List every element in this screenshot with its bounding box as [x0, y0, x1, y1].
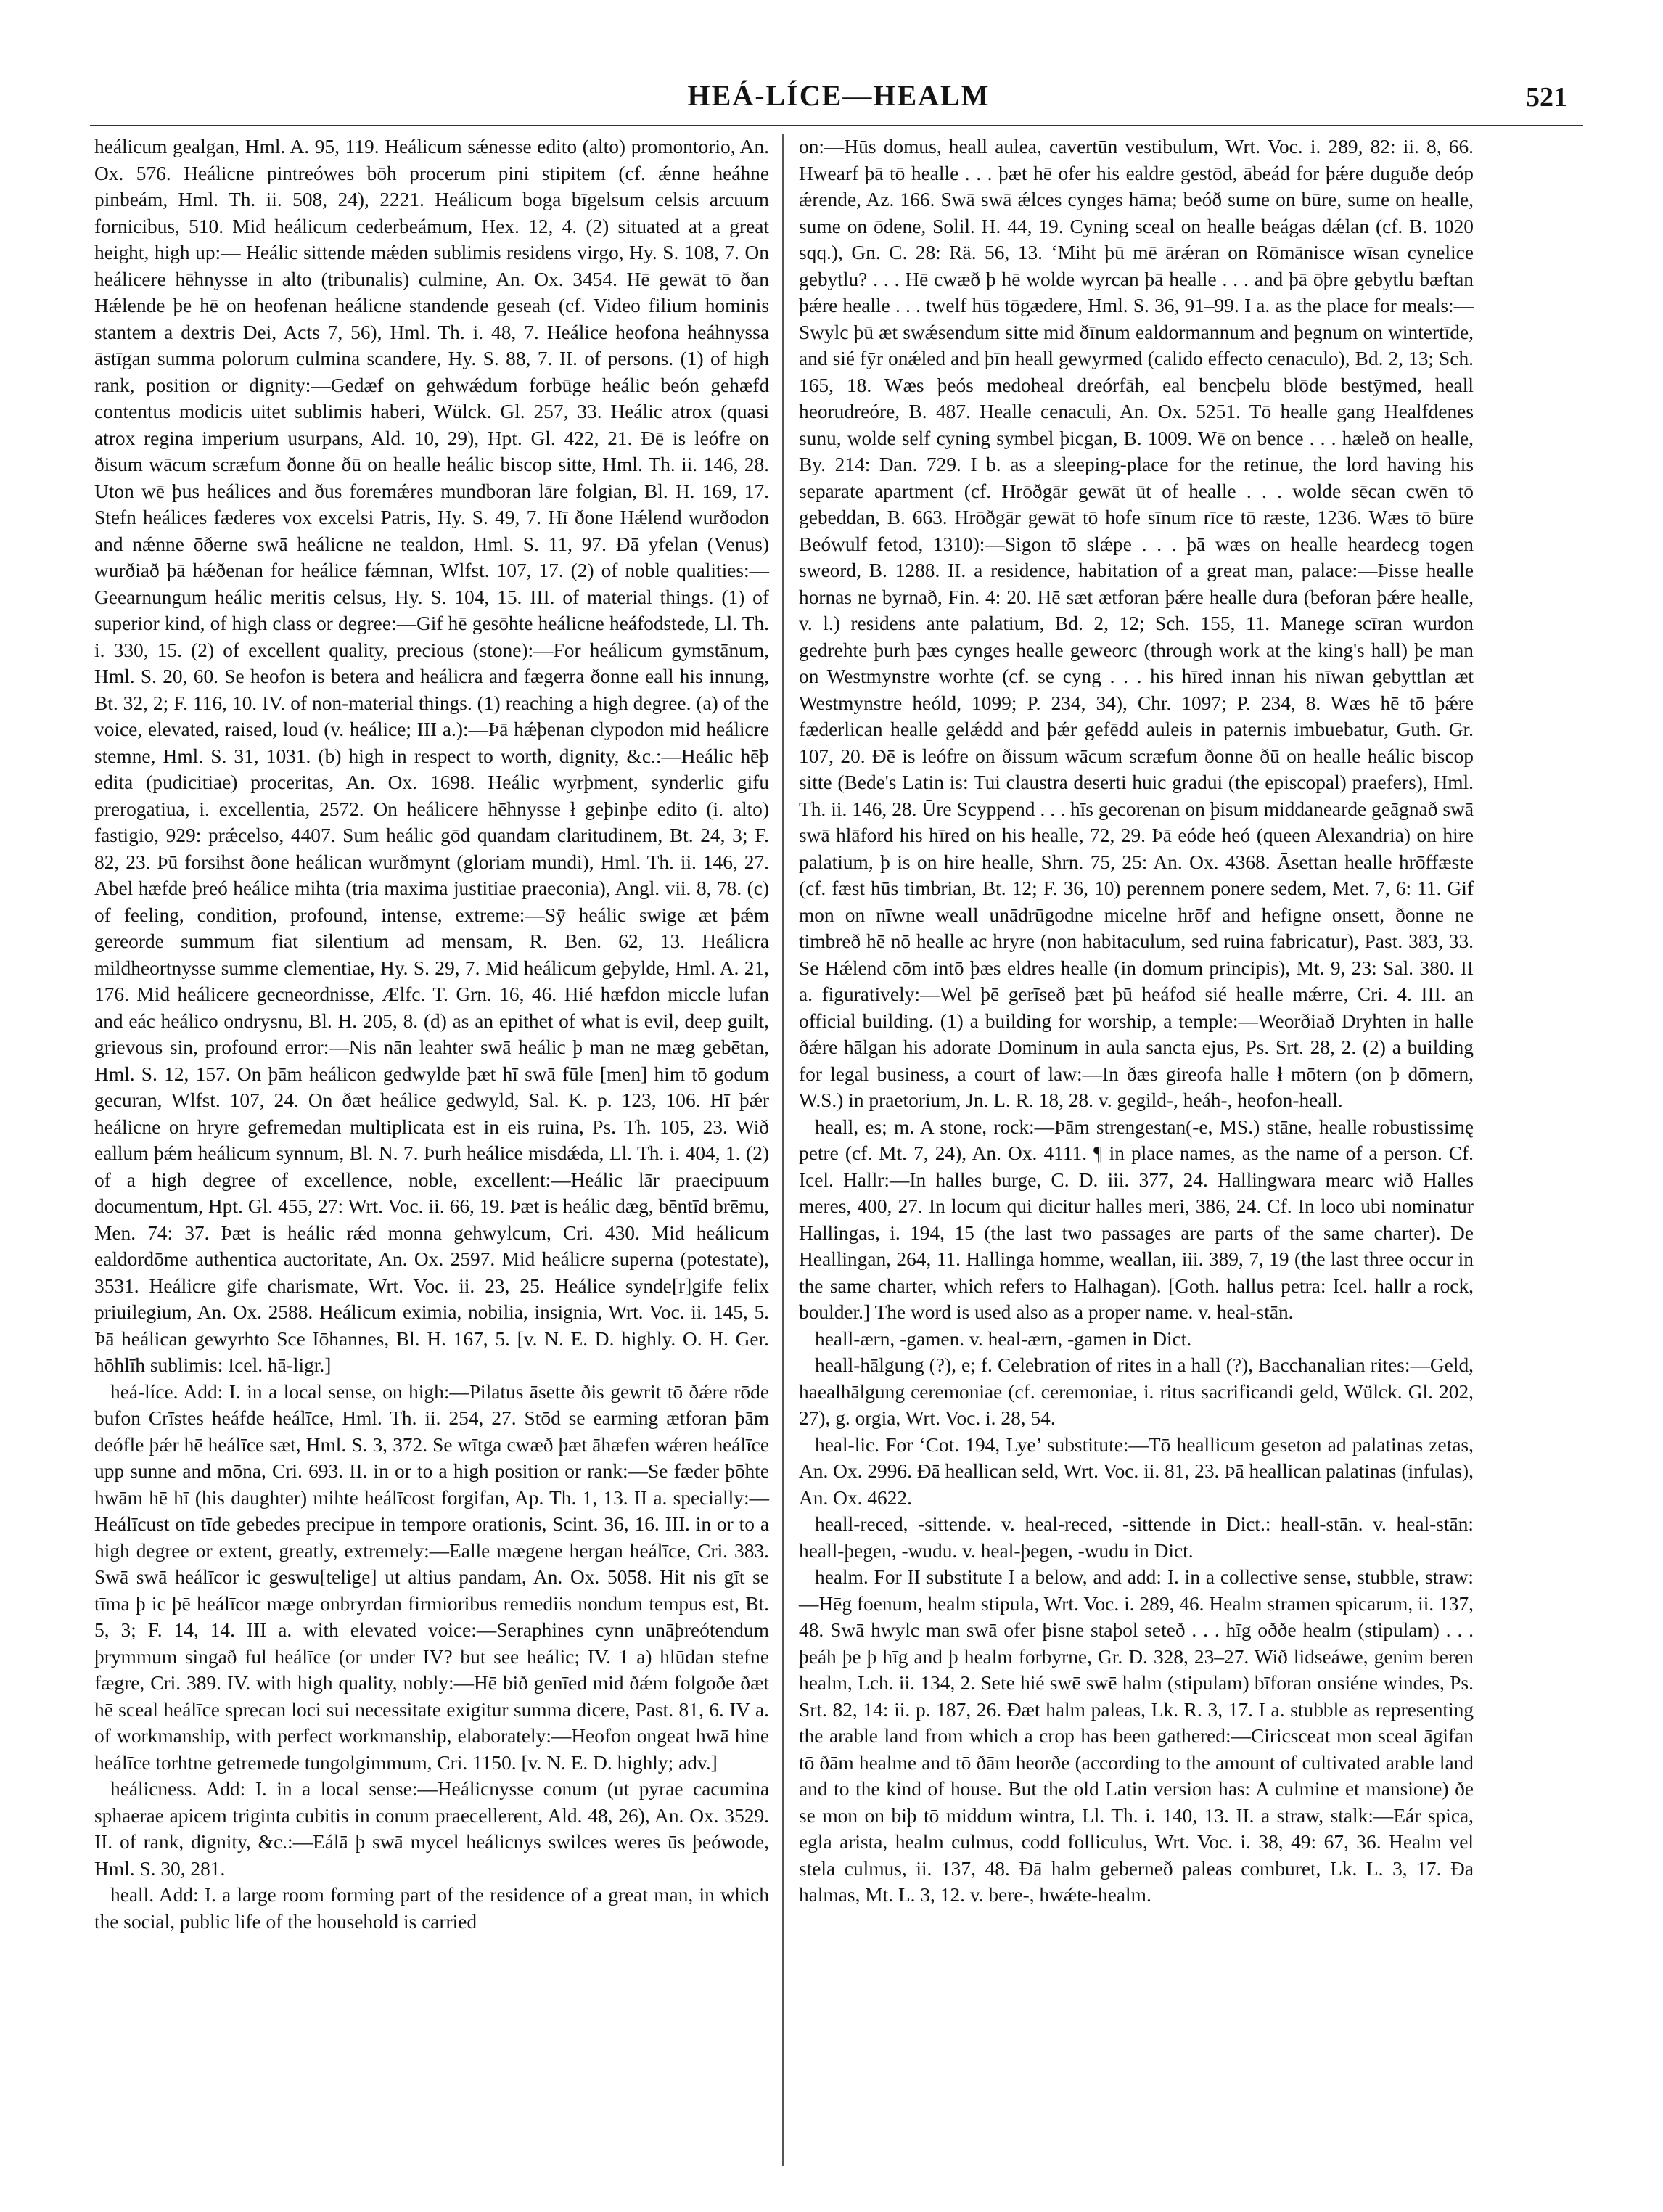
entry-heal-lic: heal-lic. For ‘Cot. 194, Lye’ substitute:—Tō heallicum geseton ad palatinas zetas, An. Ox. 2996. Ðā heallican seld, Wrt. Voc. ii. 81, 23. Þā heallican palatinas (infulas), An. Ox. 4622. [799, 1433, 1474, 1509]
right-column [799, 134, 1474, 2166]
header-rule [90, 125, 1583, 126]
column-divider [782, 134, 784, 2166]
entry-heall-halgung: heall-hālgung (?), e; f. Celebration of rites in a hall (?), Bacchanalian rites:—Geld, haealhālgung ceremoniae (cf. ceremoniae, i. ritus sacrificandi geld, Wülck. Gl. 202, 27), g. orgia, Wrt. Voc. i. 28, 54. [799, 1354, 1474, 1429]
entry-heall-continued: on:—Hūs domus, heall aulea, cavertūn vestibulum, Wrt. Voc. i. 289, 82: ii. 8, 66. Hwearf þā tō healle . . . þæt hē ofer his ealdre gestōd, ābeád for þǽre duguðe deóp ǽrende, Az. 166. Swā swā ǽlces cynges hāma; beóð sume on būre, sume on healle, sume on ōdene, Solil. H. 44, 19. Cyning sceal on healle beágas dǽlan (cf. B. 1020 sqq.), Gn. C. 28: Rä. 56, 13. ‘Miht þū mē ārǽran on Rōmānisce wīsan cynelice gebytlu? . . . Hē cwæð þ hē wolde wyrcan þā healle . . . and þā ōþre gebytlu bæftan þǽre healle . . . twelf hūs tōgædere, Hml. S. 36, 91–99. I a. as the place for meals:—Swylc þū æt swǽsendum sitte mid ðīnum ealdormannum and þegnum on wintertīde, and sié fȳr onǽled and þīn heall gewyrmed (calido effecto cenaculo), Bd. 2, 13; Sch. 165, 18. Wæs þeós medoheal dreórfāh, eal bencþelu blōde bestȳmed, heall heorudreóre, B. 487. Healle cenaculi, An. Ox. 5251. Tō healle gang Healfdenes sunu, wolde self cyning symbel þicgan, B. 1009. Wē on bence . . . hæleð on healle, By. 214: Dan. 729. I b. as a sleeping-place for the retinue, the lord having his separate apartment (cf. Hrōðgār gewāt ūt of healle . . . wolde sēcan cwēn tō gebeddan, B. 663. Hrōðgār gewāt tō hofe sīnum rīce tō ræste, 1236. Wæs tō būre Beówulf fetod, 1310):—Sigon tō slǽpe . . . þā wæs on healle heardecg togen sweord, B. 1288. II. a residence, habitation of a great man, palace:—Þisse healle hornas ne byrnað, Fin. 4: 20. Hē sæt ætforan þǽre healle dura (beforan þǽre healle, v. l.) residens ante palatium, Bd. 2, 12; Sch. 155, 11. Manege scīran wurdon gedrehte þurh þæs cynges healle geweorc (through work at the king's hall) þe man on Westmynstre worhte (cf. se cyng . . . his hīred innan his nīwan gebyttlan æt Westmynstre heóld, 1099; P. 234, 34), Chr. 1097; P. 234, 8. Wæs hē tō þǽre fæderlican healle gelǽdd and þǽr gefēdd auleis in paternis imbuebatur, Guth. Gr. 107, 20. Ðē is leófre on ðissum wācum scræfum ðonne ðū on healle heálic biscop sitte (Bede's Latin is: Tui claustra deserti huic gradui (the episcopal) praefers), Hml. Th. ii. 146, 28. Ūre Scyppend . . . hīs gecorenan on þisum middanearde geāgnað swā swā hlāford his hīred on his healle, 72, 29. Þā eóde heó (queen Alexandria) on hire palatium, þ is on hire healle, Shrn. 75, 25: An. Ox. 4368. Āsettan healle hrōffæste (cf. fæst hūs timbrian, Bt. 12; F. 36, 10) perennem ponere sedem, Met. 7, 6: 11. Gif mon on nīwne weall unādrūgodne micelne hrōf and hefigne onsett, ðonne ne timbreð hē nō healle ac hryre (non habitaculum, sed ruina fabricatur), Past. 383, 33. Se Hǽlend cōm intō þæs eldres healle (in domum principis), Mt. 9, 23: Sal. 380. II a. figuratively:—Wel þē gerīseð þæt þū heáfod sié healle mǽrre, Cri. 4. III. an official building. (1) a building for worship, a temple:—Weorðiað Dryhten in halle ðǽre hālgan his adorate Dominum in aula sancta ejus, Ps. Srt. 28, 2. (2) a building for legal business, a court of law:—In ðæs gireofa halle ł mōtern (on þ dōmern, W.S.) in praetorium, Jn. L. R. 18, 28. v. gegild-, heáh-, heofon-heall. [799, 136, 1474, 1111]
entry-heall-reced: heall-reced, -sittende. v. heal-reced, -sittende in Dict.: heall-stān. v. heal-stān: heall-þegen, -wudu. v. heal-þegen, -wudu in Dict. [799, 1513, 1474, 1562]
entry-healicness: heálicness. Add: I. in a local sense:—Heálicnysse conum (ut pyrae cacumina sphaerae apicem triginta cubitis in conum praecellerent, Ald. 48, 26), An. Ox. 3529. II. of rank, dignity, &c.:—Eálā þ swā mycel heálicnys swilces weres ūs þeówode, Hml. S. 30, 281. [94, 1778, 769, 1880]
entry-heall: heall. Add: I. a large room forming part of the residence of a great man, in which the social, public life of the household is carried [94, 1884, 769, 1933]
entry-healic-continued: heálicum gealgan, Hml. A. 95, 119. Heálicum sǽnesse edito (alto) promontorio, An. Ox. 576. Heálicne pintreówes bōh procerum pini stipitem (cf. ǽnne heáhne pinbeám, Hml. Th. ii. 508, 24), 2221. Heálicum boga bīgelsum celsis arcuum fornicibus, 510. Mid heálicum cederbeámum, Hex. 12, 4. (2) situated at a great height, high up:— Heálic sittende mǽden sublimis residens virgo, Hy. S. 108, 7. On heálicere hēhnysse in alto (tribunalis) culmine, An. Ox. 3454. Hē gewāt tō ðan Hǽlende þe hē on heofenan heálicne standende geseah (cf. Video filium hominis stantem a dextris Dei, Acts 7, 56), Hml. Th. i. 48, 7. Heálice heofona heáhnyssa āstīgan summa polorum culmina scandere, Hy. S. 88, 7. II. of persons. (1) of high rank, position or dignity:—Gedæf on gehwǽdum forbūge heálic beón gehæfd contentus modicis uitet sublimis haberi, Wülck. Gl. 257, 33. Heálic atrox (quasi atrox regina imperium usurpans, Ald. 10, 29), Hpt. Gl. 422, 21. Ðē is leófre on ðisum wācum scræfum ðonne ðū on healle heálic biscop sitte, Hml. Th. ii. 146, 28. Uton wē þus heálices and ðus foremǽres mundboran lāre folgian, Bl. H. 169, 17. Stefn heálices fæderes vox excelsi Patris, Hy. S. 49, 7. Hī ðone Hǽlend wurðodon and nǽnne ōðerne swā heálicne ne tealdon, Hml. S. 11, 97. Ðā yfelan (Venus) wurðiað þā hǽðenan for heálice fǽmnan, Wlfst. 107, 17. (2) of noble qualities:—Geearnungum heálic meritis celsus, Hy. S. 104, 15. III. of material things. (1) of superior kind, of high class or degree:—Gif hē gesōhte heálicne heáfodstede, Ll. Th. i. 330, 15. (2) of excellent quality, precious (stone):—For heálicum gymstānum, Hml. S. 20, 60. Se heofon is betera and heálicra and fægerra ðonne eall his innung, Bt. 32, 2; F. 116, 10. IV. of non-material things. (1) reaching a high degree. (a) of the voice, elevated, raised, loud (v. heálice; III a.):—Þā hǽþenan clypodon mid heálicre stemne, Hml. S. 31, 1031. (b) high in respect to worth, dignity, &c.:—Heálic hēþ edita (pudicitiae) proceritas, An. Ox. 1698. Heálic wyrþment, synderlic gifu prerogatiua, i. excellentia, 2572. On heálicere hēhnysse ł geþinþe edito (i. alto) fastigio, 929: prǽcelso, 4407. Sum heálic gōd quandam claritudinem, Bt. 24, 3; F. 82, 23. Þū forsihst ðone heálican wurðmynt (gloriam mundi), Hml. Th. ii. 146, 27. Abel hæfde þreó heálice mihta (tria maxima justitiae praeconia), Angl. vii. 8, 78. (c) of feeling, condition, profound, intense, extreme:—Sȳ heálic swige æt þǽm gereorde summum fiat silentium ad mensam, R. Ben. 62, 13. Heálicra mildheortnysse summe clementiae, Hy. S. 29, 7. Mid heálicum geþylde, Hml. A. 21, 176. Mid heálicere gecneordnisse, Ælfc. T. Grn. 16, 46. Hié hæfdon miccle lufan and eác heálico ondrysnu, Bl. H. 205, 8. (d) as an epithet of what is evil, deep guilt, grievous sin, profound error:—Nis nān leahter swā heálic þ man ne mæg gebētan, Hml. S. 12, 157. On þām heálicon gedwylde þæt hī swā fūle [men] him tō godum gecuran, Wlfst. 107, 24. On ðæt heálice gedwyld, Sal. K. p. 123, 106. Hī þǽr heálicne on hryre gefremedan multiplicata est in eis ruina, Ps. Th. 105, 23. Wið eallum þǽm heálicum synnum, Bl. N. 7. Þurh heálice misdǽda, Ll. Th. i. 404, 1. (2) of a high degree of excellence, noble, excellent:—Heálic lār praecipuum documentum, Hpt. Gl. 455, 27: Wrt. Voc. ii. 66, 19. Þæt is heálic dæg, bēntīd brēmu, Men. 74: 37. Þæt is heálic rǽd monna gehwylcum, Cri. 430. Mid heálicum ealdordōme authentica auctoritate, An. Ox. 2597. Mid heálicre superna (potestate), 3531. Heálicre gife charismate, Wrt. Voc. ii. 23, 25. Heálice synde[r]gife felix priuilegium, An. Ox. 2588. Heálicum eximia, nobilia, insignia, Wrt. Voc. ii. 145, 5. Þā heálican gewyrhto Sce Iōhannes, Bl. H. 167, 5. [v. N. E. D. highly. O. H. Ger. hōhlīh sublimis: Icel. hā-ligr.] [94, 136, 769, 1376]
page-header [87, 78, 1590, 122]
left-column [94, 134, 769, 2166]
entry-healm: healm. For II substitute I a below, and add: I. in a collective sense, stubble, straw:—Hēg foenum, healm stipula, Wrt. Voc. i. 289, 46. Healm stramen spicarum, ii. 137, 48. Swā hwylc man swā ofer þisne staþol seteð . . . hīg oððe healm (stipulam) . . . þeáh þe þ hīg and þ healm forbyrne, Gr. D. 328, 23–27. Wið lidseáwe, genim beren healm, Lch. ii. 134, 2. Sete hié swē swē halm (stipulam) bīforan onsiéne windes, Ps. Srt. 82, 14: ii. p. 187, 26. Ðæt halm paleas, Lk. R. 3, 17. I a. stubble as representing the arable land from which a crop has been gathered:—Ciricsceat mon sceal āgifan tō ðām healme and tō ðām heorðe (according to the amount of cultivated arable land and to the kind of house. But the old Latin version has: A culmine et mansione) ðe se mon on biþ tō middum wintra, Ll. Th. i. 140, 13. II. a straw, stalk:—Eár spica, egla arista, healm culmus, codd folliculus, Wrt. Voc. i. 38, 49: 67, 36. Healm vel stela culmus, ii. 137, 48. Ðā halm geberneð paleas comburet, Lk. L. 3, 17. Ða halmas, Mt. L. 3, 12. v. bere-, hwǽte-healm. [799, 1566, 1474, 1906]
page-title: HEÁ-LÍCE—HEALM [687, 79, 990, 112]
page-number: 521 [1526, 82, 1567, 112]
entry-healice: heá-líce. Add: I. in a local sense, on high:—Pilatus āsette ðis gewrit tō ðǽre rōde bufon Crīstes heáfde heálīce, Hml. Th. ii. 254, 27. Stōd se earming ætforan þām deófle þǽr hē heálīce sæt, Hml. S. 3, 372. Se wītga cwæð þæt āhæfen wǽren heálīce upp sunne and mōna, Cri. 693. II. in or to a high position or rank:—Se fæder þōhte hwām hē hī (his daughter) mihte heálīcost forgifan, Ap. Th. 1, 13. II a. specially:—Heálīcust on tīde gebedes precipue in tempore orationis, Scint. 36, 16. III. in or to a high degree or extent, greatly, extremely:—Ealle mægene hergan heálīce, Cri. 383. Swā swā heálīcor ic geswu[telige] ut altius pandam, An. Ox. 5058. Hit nis gīt se tīma þ ic þē heálīcor mæge onbryrdan firmioribus remediis nondum tempus est, Bt. 5, 3; F. 14, 14. III a. with elevated voice:—Seraphines cynn unāþreótendum þrymmum singað ful heálīce (or under IV? but see heálic; IV. 1 a) hlūdan stefne fægre, Cri. 389. IV. with high quality, nobly:—Hē bið genīed mid ðǽm folgoðe ðæt hē sceal heálīce sprecan loci sui necessitate exigitur summa dicere, Past. 81, 6. IV a. of workmanship, with perfect workmanship, elaborately:—Heofon ongeat hwā hine heálīce torhtne getremede tungolgimmum, Cri. 1150. [v. N. E. D. highly; adv.] [94, 1380, 769, 1774]
entry-heall-stone: heall, es; m. A stone, rock:—Þām strengestan(-e, MS.) stāne, healle robustissimę petre (cf. Mt. 7, 24), An. Ox. 4111. ¶ in place names, as the name of a person. Cf. Icel. Hallr:—In halles burge, C. D. iii. 377, 24. Hallingwara mearc wið Halles meres, 400, 27. In locum qui dicitur halles meri, 386, 24. Cf. In loco ubi nominatur Hallingas, i. 194, 15 (the last two passages are parts of the same charter). De Heallingan, 264, 11. Hallinga homme, weallan, iii. 389, 7, 19 (the last three occur in the same charter, which refers to Halhagan). [Goth. hallus petra: Icel. hallr a rock, boulder.] The word is used also as a proper name. v. heal-stān. [799, 1115, 1474, 1323]
entry-heall-aern: heall-ærn, -gamen. v. heal-ærn, -gamen in Dict. [815, 1327, 1192, 1350]
